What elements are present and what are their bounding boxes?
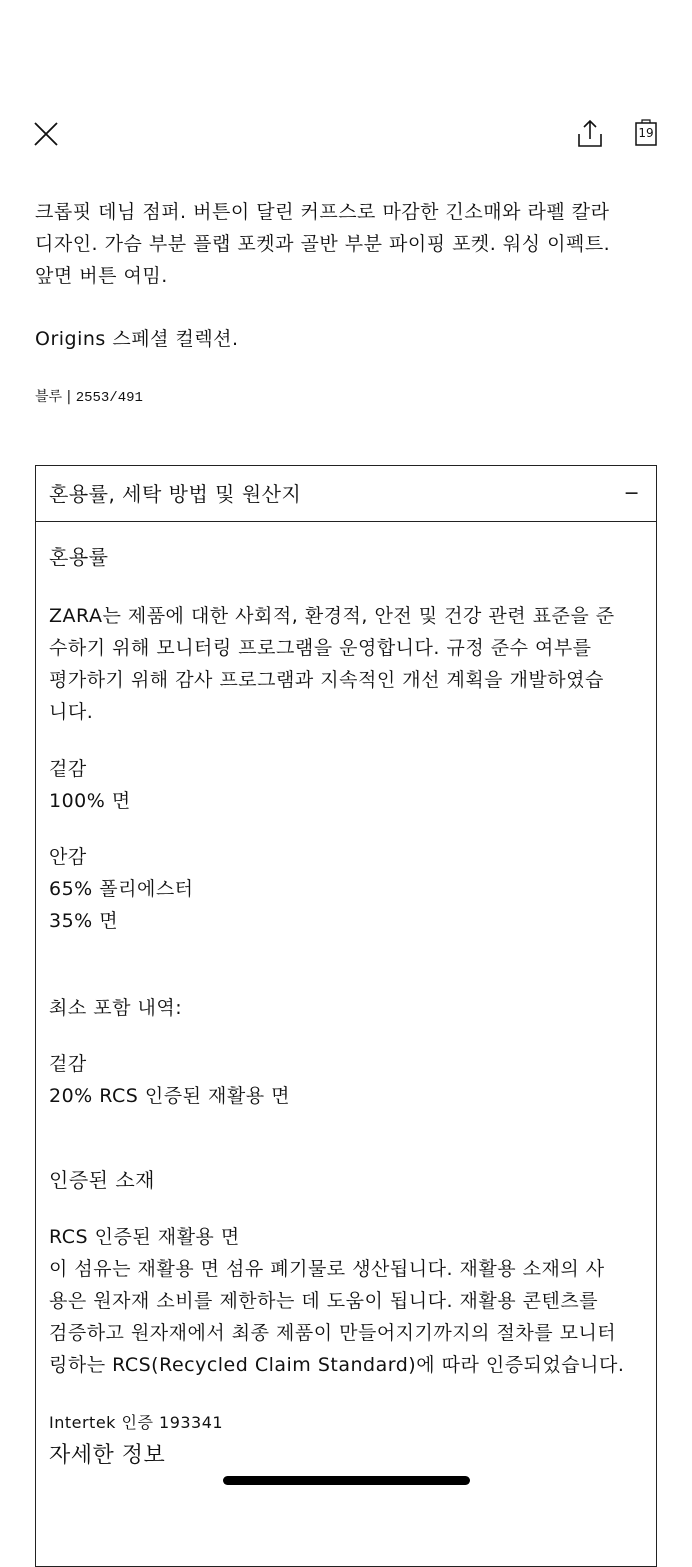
- cart-count: 19: [638, 126, 654, 140]
- close-button[interactable]: [32, 120, 60, 148]
- composition-intro: [49, 600, 615, 728]
- color-ref: [35, 387, 143, 408]
- intro-line: 평가하기 위해 감사 프로그램과 지속적인 개선 계획을 개발하였습: [49, 669, 604, 691]
- description-line: 디자인. 가슴 부분 플랩 포켓과 골반 부분 파이핑 포켓. 워싱 이펙트.: [35, 233, 611, 255]
- accordion-header[interactable]: [36, 466, 656, 522]
- description-line: 크롭핏 데님 점퍼. 버튼이 달린 커프스로 마감한 긴소매와 라펠 칼라: [35, 201, 610, 223]
- min-outer-label: 겉감: [49, 1053, 87, 1075]
- lining-composition: [49, 841, 194, 937]
- certified-name: RCS 인증된 재활용 면: [49, 1226, 240, 1248]
- collection-label: Origins 스페셜 컬렉션.: [35, 328, 239, 350]
- share-icon: [576, 118, 604, 148]
- outer-value: 100% 면: [49, 790, 131, 812]
- color-name: 블루: [35, 389, 63, 405]
- separator: |: [66, 389, 72, 405]
- certified-heading: 인증된 소재: [49, 1168, 155, 1192]
- intro-line: ZARA는 제품에 대한 사회적, 환경적, 안전 및 건강 관련 표준을 준: [49, 605, 615, 627]
- certified-line: 링하는 RCS(Recycled Claim Standard)에 따라 인증되었습니다.: [49, 1354, 625, 1376]
- intro-line: 수하기 위해 모니터링 프로그램을 운영합니다. 규정 준수 여부를: [49, 637, 592, 659]
- minimum-heading: 최소 포함 내역:: [49, 997, 183, 1019]
- composition-heading: 혼용률: [49, 545, 109, 569]
- outer-composition: [49, 753, 131, 817]
- certified-material: [49, 1221, 624, 1381]
- lining-label: 안감: [49, 846, 87, 868]
- certified-line: 검증하고 원자재에서 최종 제품이 만들어지기까지의 절차를 모니터: [49, 1322, 617, 1344]
- description-line: 앞면 버튼 여밈.: [35, 265, 168, 287]
- product-description: [35, 196, 610, 292]
- outer-label: 겉감: [49, 758, 87, 780]
- intro-line: 니다.: [49, 701, 94, 723]
- reference-number: 2553/491: [75, 390, 143, 406]
- min-outer-value: 20% RCS 인증된 재활용 면: [49, 1085, 290, 1107]
- certified-line: 이 섬유는 재활용 면 섬유 폐기물로 생산됩니다. 재활용 소재의 사: [49, 1258, 605, 1280]
- more-info-link[interactable]: 자세한 정보: [49, 1443, 166, 1468]
- composition-accordion: [35, 465, 657, 1567]
- collapse-icon[interactable]: −: [623, 482, 640, 504]
- cart-button[interactable]: [634, 117, 658, 147]
- lining-value: 65% 폴리에스터: [49, 878, 194, 900]
- home-indicator: [223, 1476, 470, 1485]
- share-button[interactable]: [576, 118, 604, 148]
- minimum-outer: [49, 1048, 290, 1112]
- accordion-title: 혼용률, 세탁 방법 및 원산지: [49, 482, 302, 506]
- certified-line: 용은 원자재 소비를 제한하는 데 도움이 됩니다. 재활용 콘텐츠를: [49, 1290, 599, 1312]
- certificate-number: Intertek 인증 193341: [49, 1413, 224, 1432]
- lining-value: 35% 면: [49, 910, 119, 932]
- close-icon: [32, 120, 60, 148]
